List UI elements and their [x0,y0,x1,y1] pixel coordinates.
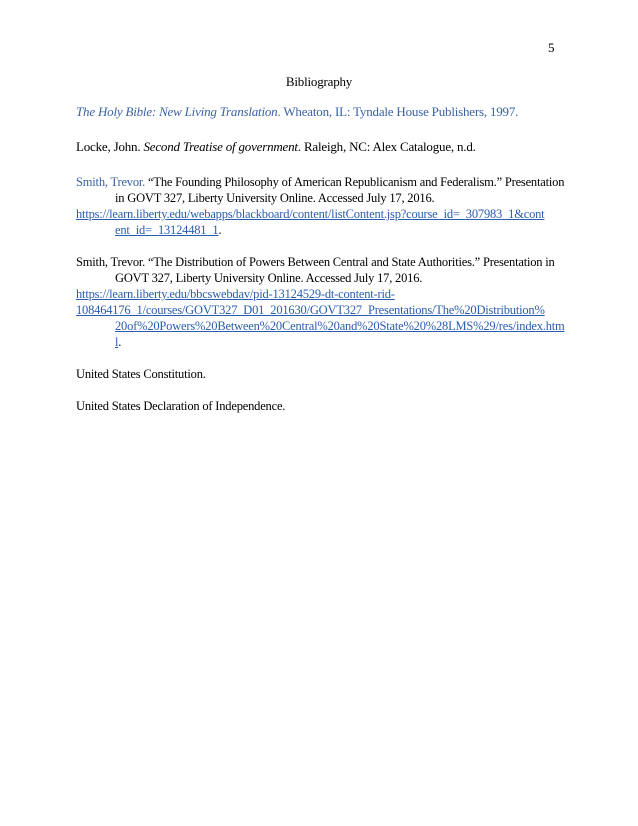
bibliography-entry-locke [76,139,566,155]
bibliography-entry-smith-distribution [76,254,566,350]
entry-url-link[interactable]: https://learn.liberty.edu/webapps/blackboard/content/listContent.jsp?course_id=_307983_1&cont [76,207,545,221]
entry-url-link-end[interactable]: 20of%20Powers%20Between%20Central%20and%20State%20%28LMS%29/res/index.html [115,319,565,349]
bibliography-list [76,104,566,414]
entry-title: Second Treatise of government [143,139,298,154]
page-number: 5 [548,40,555,55]
entry-text: Smith, Trevor. “The Distribution of Powers Between Central and State Authorities.” Presentation in GOVT 327, Liberty University Online. Accessed July 17, 2016. [76,255,555,285]
entry-author: Locke, John. [76,139,144,154]
entry-end: . [118,335,122,349]
bibliography-entry-constitution [76,366,566,382]
entry-publication: . Wheaton, IL: Tyndale House Publishers, 1997. [277,104,519,119]
entry-url-link-continued[interactable]: 108464176_1/courses/GOVT327_D01_201630/GOVT327_Presentations/The%20Distribution% [76,303,545,317]
entry-text: United States Declaration of Independence. [76,399,286,413]
bibliography-entry-declaration [76,398,566,414]
page-title: Bibliography [285,74,353,89]
entry-publication: . Raleigh, NC: Alex Catalogue, n.d. [297,139,476,154]
entry-url-link[interactable]: https://learn.liberty.edu/bbcswebdav/pid-13124529-dt-content-rid- [76,287,395,301]
entry-text: United States Constitution. [76,367,206,381]
bibliography-entry-bible [76,104,566,120]
bibliography-entry-smith-founding [76,174,566,238]
entry-text: “The Founding Philosophy of American Republicanism and Federalism.” Presentation in GOVT 327, Liberty University Online. Accessed July 17, 2016. [115,175,565,205]
entry-end: . [218,223,222,237]
entry-author: Smith, Trevor. [76,175,146,189]
entry-url-link-continued[interactable]: ent_id=_13124481_1 [115,223,219,237]
entry-title: The Holy Bible: New Living Translation [76,104,278,119]
